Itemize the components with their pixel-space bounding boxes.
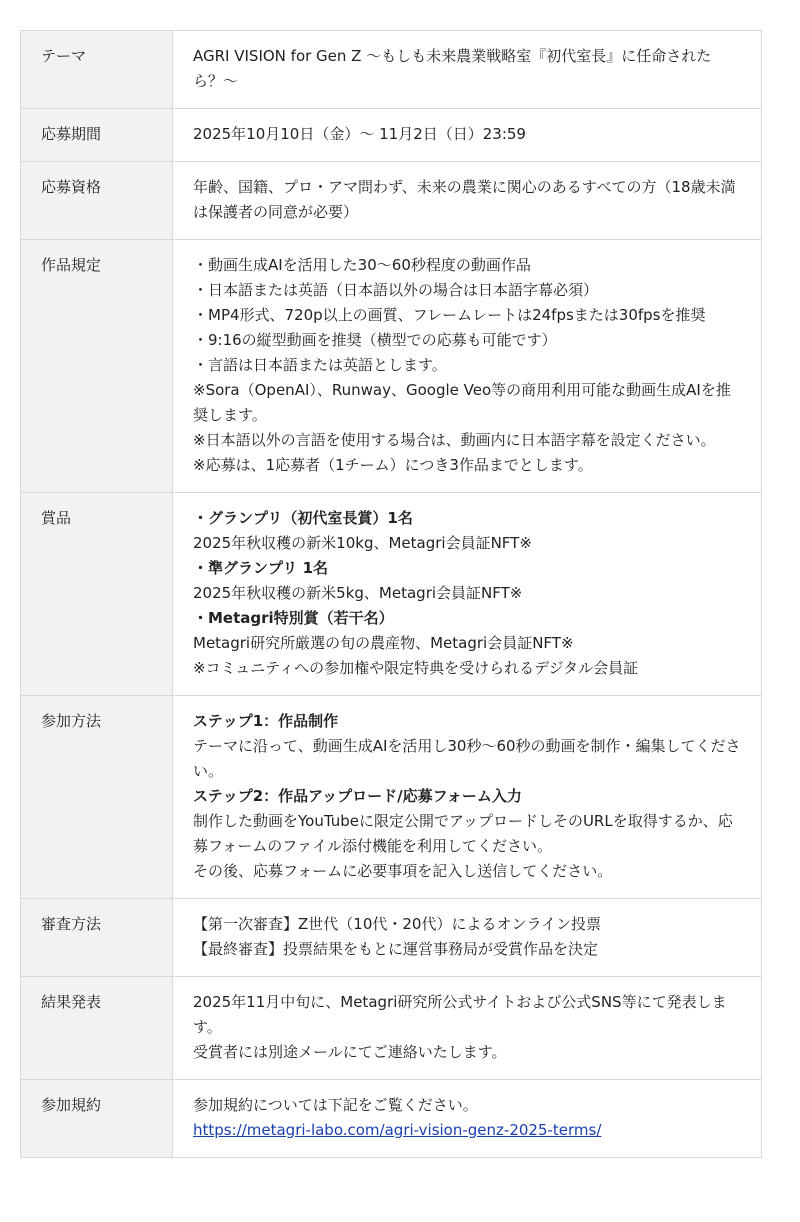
judging-first-round: 【第一次審査】Z世代（10代・20代）によるオンライン投票 (193, 915, 602, 933)
row-terms (21, 1080, 762, 1158)
row-label: 参加方法 (21, 696, 173, 899)
rule-item: ・9:16の縦型動画を推奨（横型での応募も可能です） (193, 331, 557, 349)
row-value (173, 899, 762, 977)
row-results (21, 977, 762, 1080)
rule-note: ※日本語以外の言語を使用する場合は、動画内に日本語字幕を設定ください。 (193, 431, 716, 449)
row-value (173, 162, 762, 240)
prize-detail-grand: 2025年秋収穫の新米10kg、Metagri会員証NFT※ (193, 534, 532, 552)
rule-item: ・日本語または英語（日本語以外の場合は日本語字幕必須） (193, 281, 599, 299)
terms-link[interactable]: https://metagri-labo.com/agri-vision-genz-2025-terms/ (193, 1121, 602, 1139)
row-application-period (21, 109, 762, 162)
step-1-text: テーマに沿って、動画生成AIを活用し30秒〜60秒の動画を制作・編集してください。 (193, 737, 741, 780)
row-theme (21, 31, 762, 109)
row-value (173, 31, 762, 109)
contest-info-table (20, 30, 762, 1158)
row-label: 作品規定 (21, 240, 173, 493)
terms-text: 参加規約については下記をご覧ください。 (193, 1096, 478, 1114)
row-label: 応募資格 (21, 162, 173, 240)
row-work-rules (21, 240, 762, 493)
prize-title-grand: ・グランプリ（初代室長賞）1名 (193, 509, 413, 527)
prize-note: ※コミュニティへの参加権や限定特典を受けられるデジタル会員証 (193, 659, 639, 677)
step-2-text: 制作した動画をYouTubeに限定公開でアップロードしそのURLを取得するか、応募フォームのファイル添付機能を利用してください。 (193, 812, 733, 855)
row-value (173, 977, 762, 1080)
rule-item: ・言語は日本語または英語とします。 (193, 356, 447, 374)
application-period-text: 2025年10月10日（金）〜 11月2日（日）23:59 (193, 125, 526, 143)
prize-title-special: ・Metagri特別賞（若干名） (193, 609, 394, 627)
row-label: テーマ (21, 31, 173, 109)
judging-final-round: 【最終審査】投票結果をもとに運営事務局が受賞作品を決定 (193, 940, 599, 958)
prize-title-runner-up: ・準グランプリ 1名 (193, 559, 329, 577)
row-value (173, 696, 762, 899)
eligibility-text: 年齢、国籍、プロ・アマ問わず、未来の農業に関心のあるすべての方（18歳未満は保護者の同意が必要） (193, 178, 736, 221)
rule-note: ※Sora（OpenAI）、Runway、Google Veo等の商用利用可能な動画生成AIを推奨します。 (193, 381, 731, 424)
prize-detail-special: Metagri研究所厳選の旬の農産物、Metagri会員証NFT※ (193, 634, 574, 652)
step-1-title: ステップ1：作品制作 (193, 712, 339, 730)
prize-detail-runner-up: 2025年秋収穫の新米5kg、Metagri会員証NFT※ (193, 584, 523, 602)
row-label: 結果発表 (21, 977, 173, 1080)
rule-item: ・動画生成AIを活用した30〜60秒程度の動画作品 (193, 256, 531, 274)
step-2-title: ステップ2：作品アップロード/応募フォーム入力 (193, 787, 522, 805)
step-2-followup: その後、応募フォームに必要事項を記入し送信してください。 (193, 862, 613, 880)
row-label: 参加規約 (21, 1080, 173, 1158)
results-announcement: 2025年11月中旬に、Metagri研究所公式サイトおよび公式SNS等にて発表します。 (193, 993, 727, 1036)
row-judging (21, 899, 762, 977)
theme-text: AGRI VISION for Gen Z 〜もしも未来農業戦略室『初代室長』に任命されたら？〜 (193, 47, 712, 90)
row-how-to-participate (21, 696, 762, 899)
row-value (173, 109, 762, 162)
row-value (173, 1080, 762, 1158)
row-label: 審査方法 (21, 899, 173, 977)
row-prizes (21, 493, 762, 696)
row-eligibility (21, 162, 762, 240)
row-value (173, 240, 762, 493)
row-label: 応募期間 (21, 109, 173, 162)
row-label: 賞品 (21, 493, 173, 696)
results-contact: 受賞者には別途メールにてご連絡いたします。 (193, 1043, 507, 1061)
rule-item: ・MP4形式、720p以上の画質、フレームレートは24fpsまたは30fpsを推奨 (193, 306, 706, 324)
rule-note: ※応募は、1応募者（1チーム）につき3作品までとします。 (193, 456, 593, 474)
row-value (173, 493, 762, 696)
